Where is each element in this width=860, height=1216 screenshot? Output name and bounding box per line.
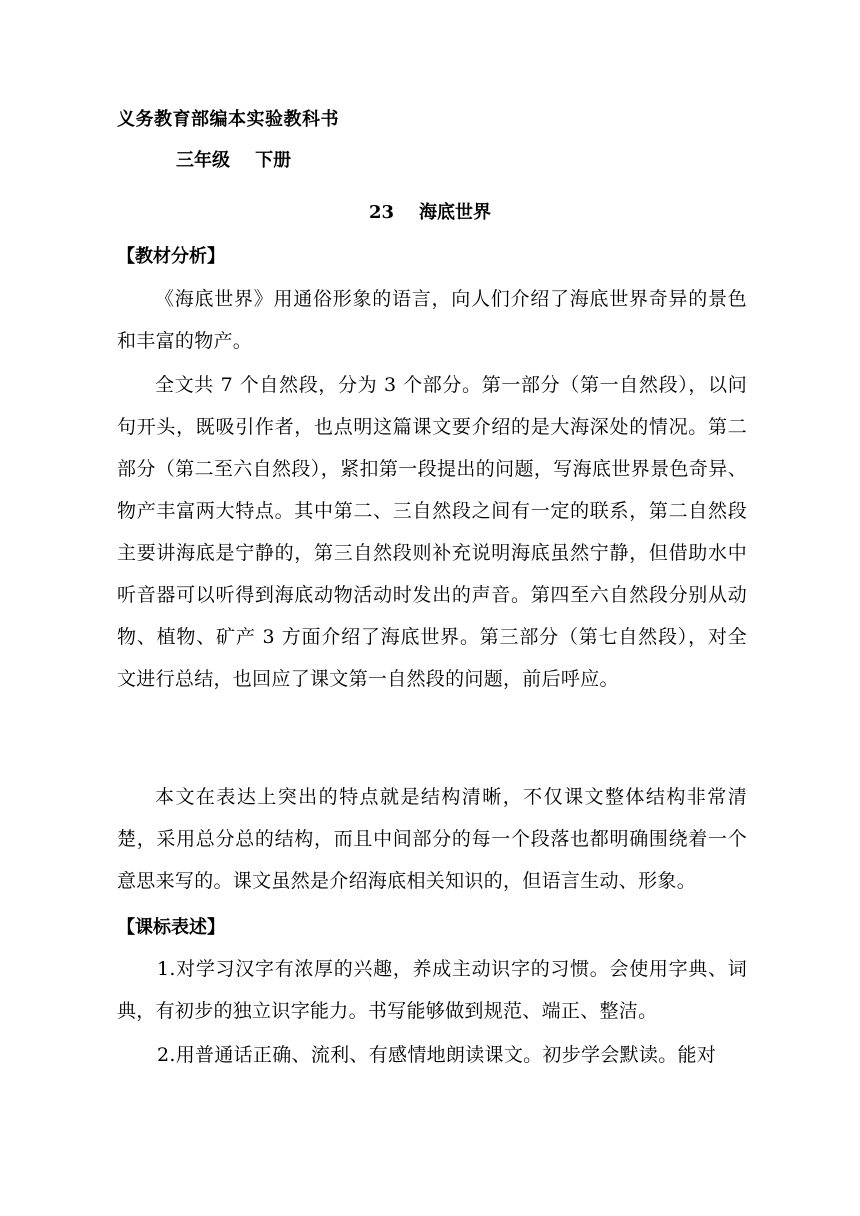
analysis-paragraph-3: 本文在表达上突出的特点就是结构清晰，不仅课文整体结构非常清楚，采用总分总的结构，而且中间部分的每一个段落也都明确围绕着一个意思来写的。课文虽然是介绍海底相关知识的，但语言生动、形象。 <box>117 786 747 892</box>
lesson-title: 23 海底世界 <box>368 202 492 223</box>
standards-item-1: 1.对学习汉字有浓厚的兴趣，养成主动识字的习惯。会使用字典、词典，有初步的独立识字能力。书写能够做到规范、端正、整洁。 <box>117 958 747 1022</box>
standards-item-2: 2.用普通话正确、流利、有感情地朗读课文。初步学会默读。能对 <box>157 1044 717 1066</box>
textbook-series-title: 义务教育部编本实验教科书 <box>117 109 339 130</box>
section-heading-standards: 【课标表述】 <box>117 917 225 938</box>
analysis-paragraph-1: 《海底世界》用通俗形象的语言，向人们介绍了海底世界奇异的景色和丰富的物产。 <box>117 288 747 352</box>
section-heading-analysis: 【教材分析】 <box>117 246 225 267</box>
analysis-paragraph-2: 全文共 7 个自然段，分为 3 个部分。第一部分（第一自然段），以问句开头，既吸引作者，也点明这篇课文要介绍的是大海深处的情况。第二部分（第二至六自然段），紧扣第一段提出的问题，写海底世界景色奇异、物产丰富两大特点。其中第二、三自然段之间有一定的联系，第二自然段主要讲海底是宁静的，第三自然段则补充说明海底虽然宁静，但借助水中听音器可以听得到海底动物活动时发出的声音。第四至六自然段分别从动物、植物、矿产 3 方面介绍了海底世界。第三部分（第七自然段），对全文进行总结，也回应了课文第一自然段的问题，前后呼应。 <box>117 374 747 690</box>
grade-volume: 三年级 下册 <box>176 150 292 171</box>
